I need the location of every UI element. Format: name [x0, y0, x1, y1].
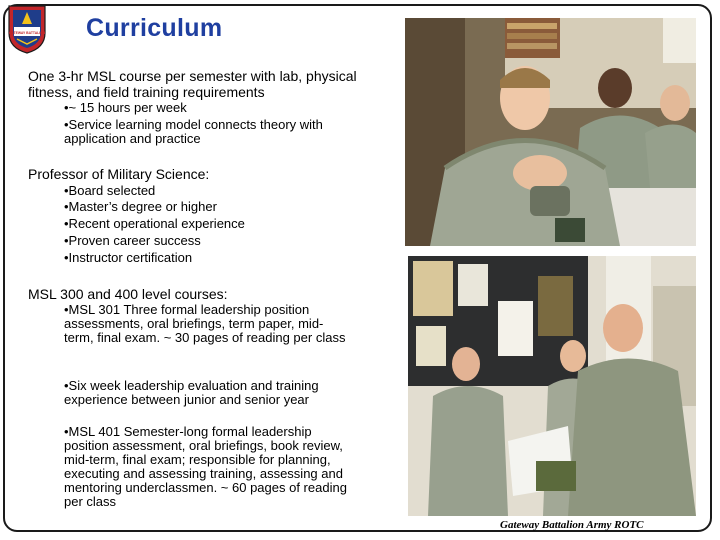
footer-text: Gateway Battalion Army ROTC — [500, 519, 644, 531]
section2-bullet-4: •Proven career success — [64, 233, 201, 248]
section2-heading: Professor of Military Science: — [28, 166, 210, 182]
section1-bullet-2: •Service learning model connects theory with application and practice — [64, 117, 323, 146]
section3-bullet-1: •MSL 301 Three formal leadership position assessments, oral briefings, term paper, mid-term, final exam. ~ 30 pages of reading per class — [64, 302, 346, 345]
section3-bullet-2: •Six week leadership evaluation and training experience between junior and senior year — [64, 378, 319, 407]
classroom-photo — [405, 18, 696, 246]
section2-bullet-3: •Recent operational experience — [64, 216, 245, 231]
battalion-logo-icon — [5, 3, 49, 55]
section3-heading: MSL 300 and 400 level courses: — [28, 286, 228, 302]
slide-title: Curriculum — [86, 14, 223, 42]
section2-bullet-5: •Instructor certification — [64, 250, 193, 265]
briefing-photo — [408, 256, 696, 516]
logo-text: GATEWAY BATTALION — [8, 31, 46, 35]
section1-bullet-1: •~ 15 hours per week — [64, 100, 187, 115]
section2-bullet-2: •Master’s degree or higher — [64, 199, 217, 214]
section2-bullet-1: •Board selected — [64, 183, 156, 198]
section3-bullet-3: •MSL 401 Semester-long formal leadership position assessment, oral briefings, book review, mid-term, final exam; responsible for planning, executing and assessing training, assessing and mentoring underclassmen. ~ 60 pages of reading per class — [64, 424, 347, 509]
section1-heading: One 3-hr MSL course per semester with lab, physical fitness, and field training requirements — [28, 68, 357, 100]
